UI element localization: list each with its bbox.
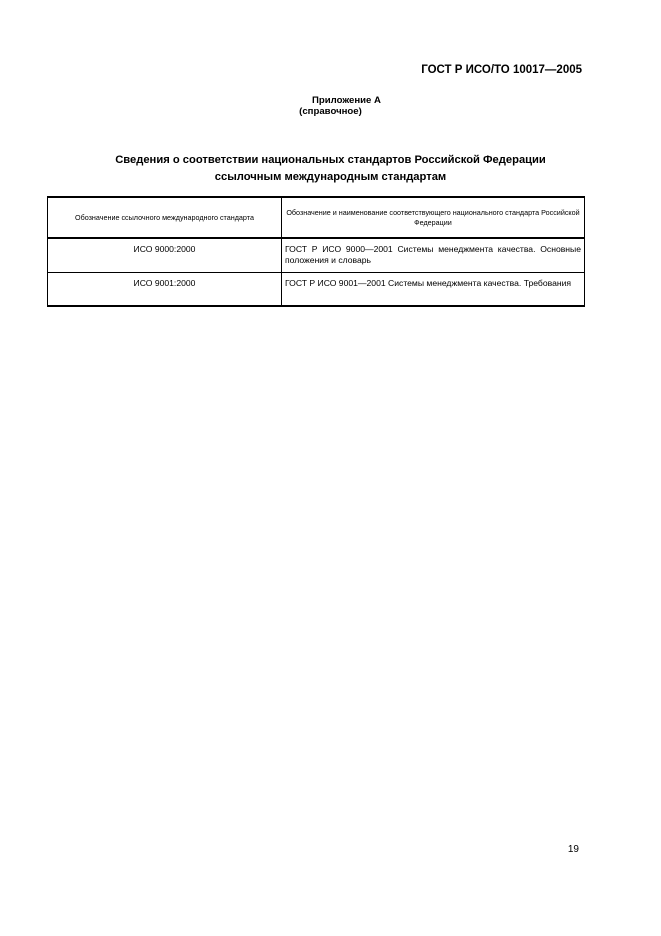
international-standard-cell: ИСО 9000:2000 [48,238,282,272]
annex-heading [0,95,661,117]
national-standard-cell: ГОСТ Р ИСО 9001—2001 Системы менеджмента качества. Требования [282,272,585,306]
table-row [48,238,585,272]
annex-subtitle: (справочное) [299,106,362,117]
column-header-national: Обозначение и наименование соответствующего национального стандарта Российской Федерации [282,197,585,238]
section-title-line-1: Сведения о соответствии национальных стандартов Российской Федерации [115,154,546,166]
table-row [48,272,585,306]
document-code-header: ГОСТ Р ИСО/ТО 10017—2005 [421,64,582,76]
page-number: 19 [567,844,579,855]
national-standard-cell: ГОСТ Р ИСО 9000—2001 Системы менеджмента качества. Основные положения и словарь [282,238,585,272]
international-standard-cell: ИСО 9001:2000 [48,272,282,306]
annex-title: Приложение А [312,95,381,106]
table-header-row [48,197,585,238]
section-title [0,152,661,186]
section-title-line-2: ссылочным международным стандартам [214,171,447,183]
standards-correspondence-table [47,196,585,307]
column-header-international: Обозначение ссылочного международного стандарта [48,197,282,238]
